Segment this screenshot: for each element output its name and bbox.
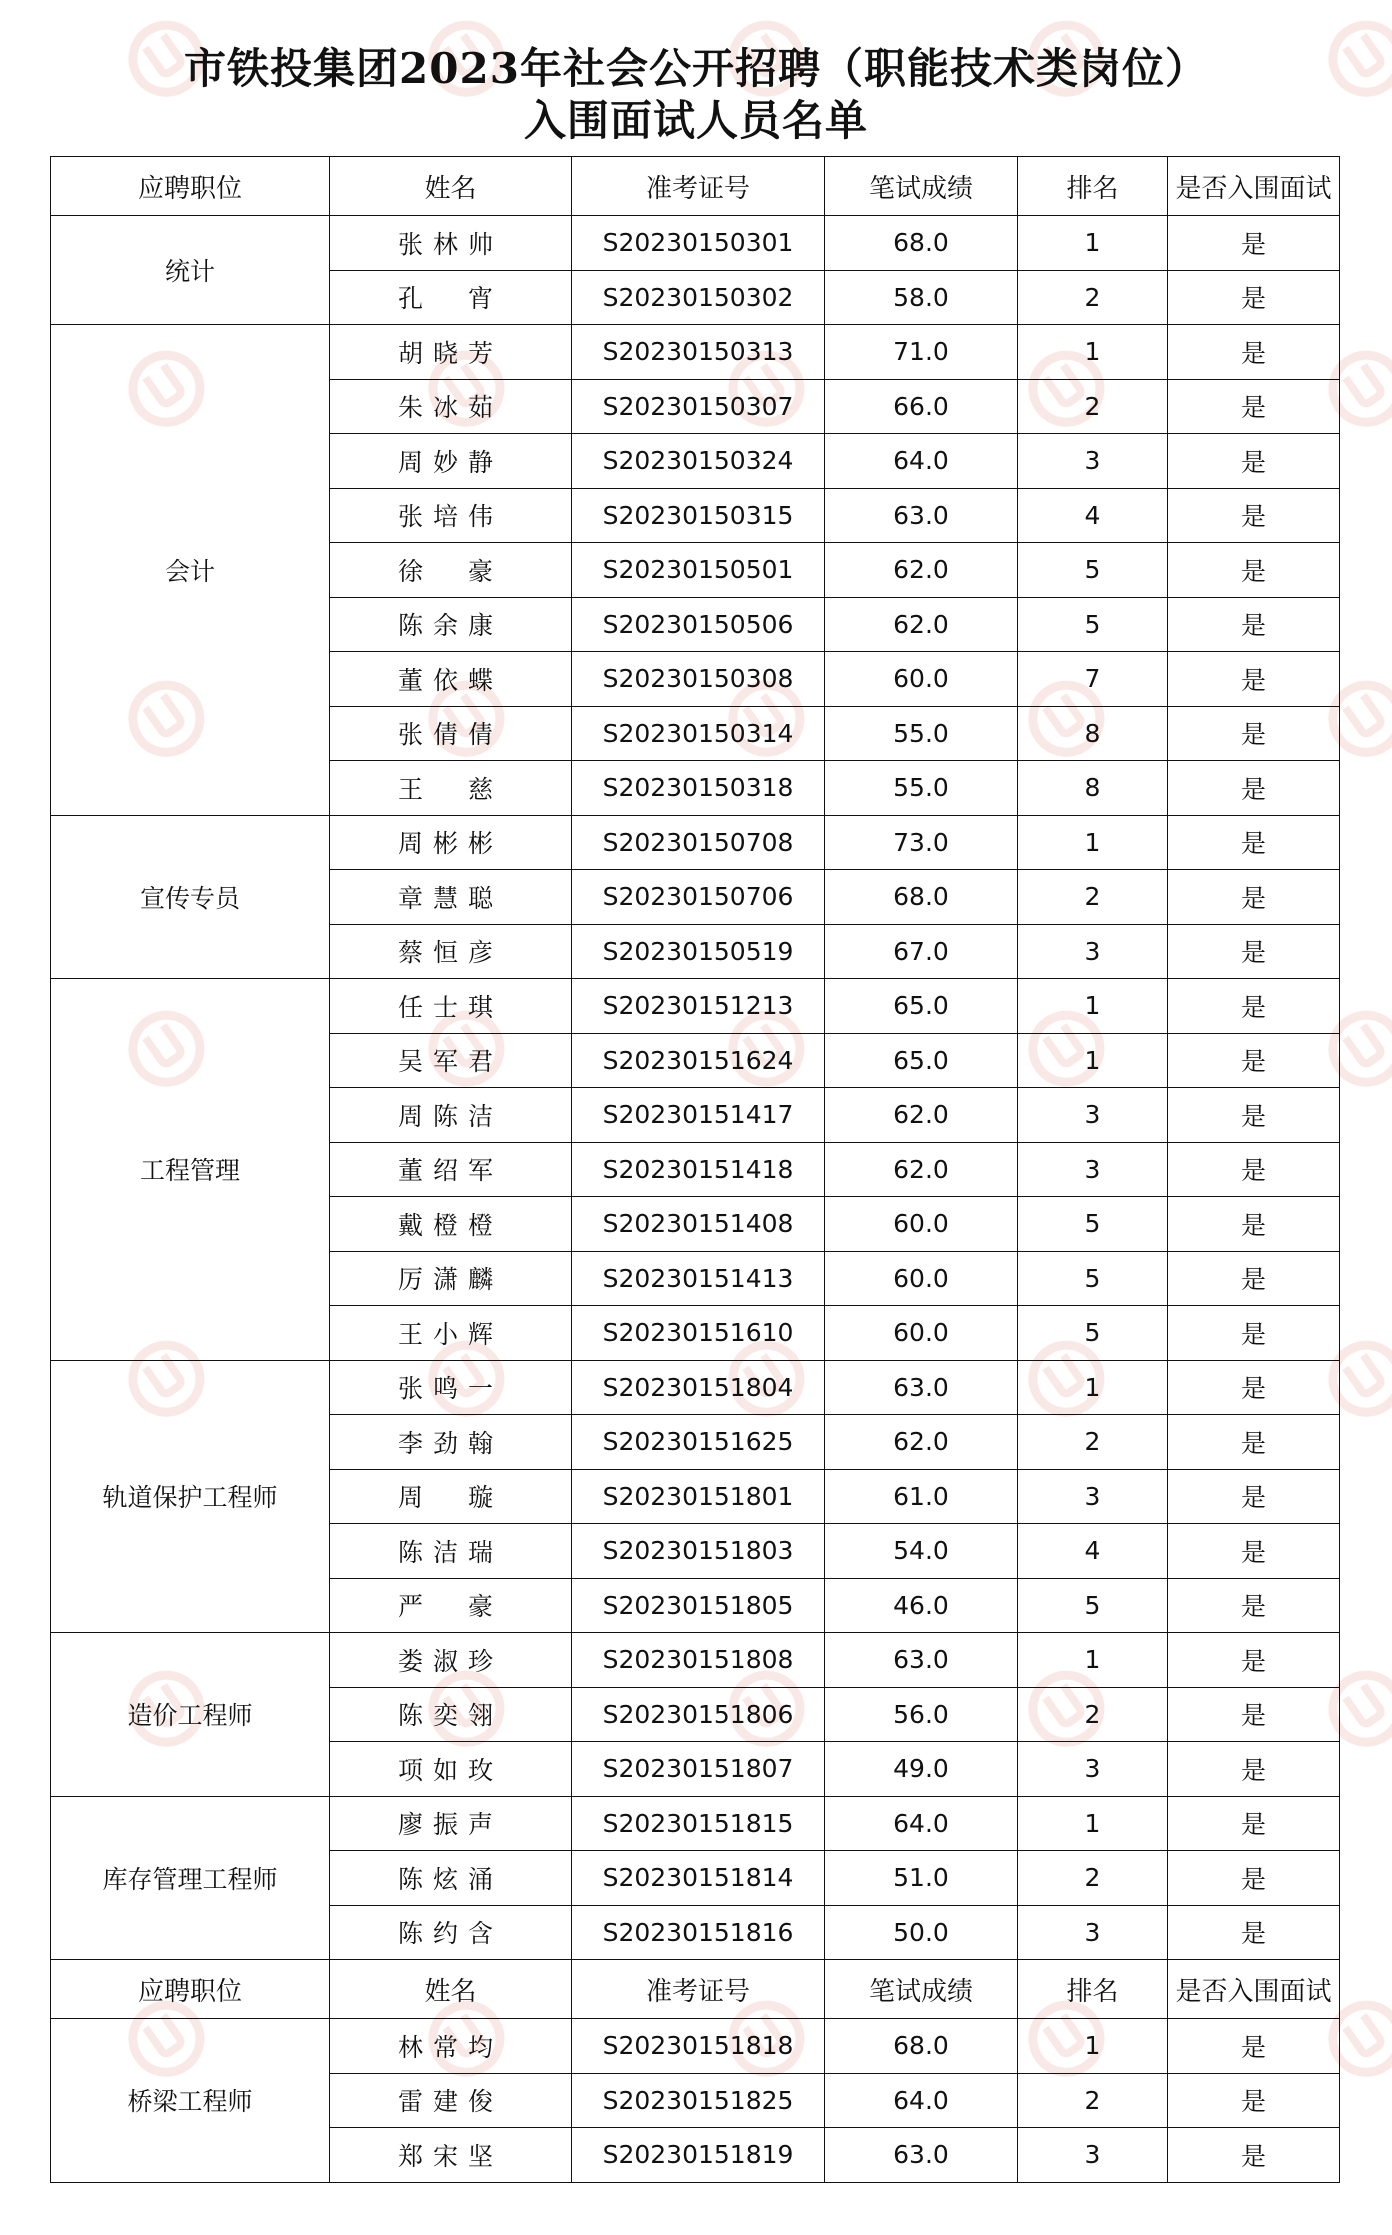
name-cell: 厉潇麟 (330, 1251, 572, 1306)
name-cell: 周彬彬 (330, 815, 572, 870)
exam-id-cell: S20230150313 (572, 325, 825, 380)
name-cell: 王小辉 (330, 1306, 572, 1361)
name-cell: 雷建俊 (330, 2073, 572, 2128)
column-header: 笔试成绩 (825, 157, 1018, 216)
score-cell: 68.0 (825, 216, 1018, 271)
exam-id-cell: S20230151804 (572, 1360, 825, 1415)
exam-id-cell: S20230150302 (572, 270, 825, 325)
name-cell: 张培伟 (330, 488, 572, 543)
score-cell: 60.0 (825, 1306, 1018, 1361)
exam-id-cell: S20230151413 (572, 1251, 825, 1306)
name-cell: 章慧聪 (330, 870, 572, 925)
exam-id-cell: S20230150314 (572, 706, 825, 761)
score-cell: 67.0 (825, 924, 1018, 979)
rank-cell: 2 (1018, 1851, 1168, 1906)
interview-status-cell: 是 (1168, 706, 1340, 761)
score-cell: 62.0 (825, 1415, 1018, 1470)
rank-cell: 5 (1018, 543, 1168, 598)
score-cell: 55.0 (825, 706, 1018, 761)
score-cell: 64.0 (825, 1796, 1018, 1851)
column-header: 是否入围面试 (1168, 1960, 1340, 2019)
score-cell: 62.0 (825, 543, 1018, 598)
column-header: 姓名 (330, 1960, 572, 2019)
score-cell: 51.0 (825, 1851, 1018, 1906)
name-cell: 周 璇 (330, 1469, 572, 1524)
rank-cell: 1 (1018, 1360, 1168, 1415)
rank-cell: 3 (1018, 924, 1168, 979)
interview-status-cell: 是 (1168, 2019, 1340, 2074)
position-cell: 统计 (51, 216, 330, 325)
interview-status-cell: 是 (1168, 1578, 1340, 1633)
exam-id-cell: S20230151418 (572, 1142, 825, 1197)
interview-status-cell: 是 (1168, 2073, 1340, 2128)
name-cell: 陈奕翎 (330, 1687, 572, 1742)
exam-id-cell: S20230150506 (572, 597, 825, 652)
interview-status-cell: 是 (1168, 325, 1340, 380)
name-cell: 王 慈 (330, 761, 572, 816)
position-cell: 轨道保护工程师 (51, 1360, 330, 1633)
score-cell: 61.0 (825, 1469, 1018, 1524)
interview-status-cell: 是 (1168, 216, 1340, 271)
name-cell: 吴军君 (330, 1033, 572, 1088)
interview-status-cell: 是 (1168, 488, 1340, 543)
score-cell: 62.0 (825, 597, 1018, 652)
exam-id-cell: S20230150308 (572, 652, 825, 707)
table-row (51, 2019, 1340, 2074)
interview-status-cell: 是 (1168, 2128, 1340, 2183)
rank-cell: 5 (1018, 597, 1168, 652)
name-cell: 蔡恒彦 (330, 924, 572, 979)
name-cell: 孔 宵 (330, 270, 572, 325)
position-cell: 会计 (51, 325, 330, 816)
score-cell: 64.0 (825, 2073, 1018, 2128)
interview-status-cell: 是 (1168, 1469, 1340, 1524)
name-cell: 周陈洁 (330, 1088, 572, 1143)
name-cell: 娄淑珍 (330, 1633, 572, 1688)
name-cell: 任士琪 (330, 979, 572, 1034)
score-cell: 55.0 (825, 761, 1018, 816)
score-cell: 63.0 (825, 2128, 1018, 2183)
name-cell: 李劲翰 (330, 1415, 572, 1470)
exam-id-cell: S20230151806 (572, 1687, 825, 1742)
page-title: 市铁投集团2023年社会公开招聘（职能技术类岗位） (184, 44, 1208, 93)
table-row (51, 815, 1340, 870)
position-cell: 桥梁工程师 (51, 2019, 330, 2183)
interview-status-cell: 是 (1168, 1905, 1340, 1960)
rank-cell: 5 (1018, 1251, 1168, 1306)
rank-cell: 2 (1018, 2073, 1168, 2128)
score-cell: 62.0 (825, 1142, 1018, 1197)
exam-id-cell: S20230150501 (572, 543, 825, 598)
name-cell: 张鸣一 (330, 1360, 572, 1415)
name-cell: 林常均 (330, 2019, 572, 2074)
name-cell: 廖振声 (330, 1796, 572, 1851)
exam-id-cell: S20230151807 (572, 1742, 825, 1797)
score-cell: 56.0 (825, 1687, 1018, 1742)
name-cell: 张倩倩 (330, 706, 572, 761)
exam-id-cell: S20230150708 (572, 815, 825, 870)
exam-id-cell: S20230150301 (572, 216, 825, 271)
interview-status-cell: 是 (1168, 815, 1340, 870)
interview-status-cell: 是 (1168, 1633, 1340, 1688)
interview-status-cell: 是 (1168, 1687, 1340, 1742)
exam-id-cell: S20230151408 (572, 1197, 825, 1252)
exam-id-cell: S20230151805 (572, 1578, 825, 1633)
exam-id-cell: S20230151815 (572, 1796, 825, 1851)
score-cell: 49.0 (825, 1742, 1018, 1797)
exam-id-cell: S20230151213 (572, 979, 825, 1034)
table-row (51, 216, 1340, 271)
name-cell: 胡晓芳 (330, 325, 572, 380)
interview-status-cell: 是 (1168, 1306, 1340, 1361)
name-cell: 严 豪 (330, 1578, 572, 1633)
name-cell: 陈洁瑞 (330, 1524, 572, 1579)
interview-status-cell: 是 (1168, 870, 1340, 925)
score-cell: 73.0 (825, 815, 1018, 870)
column-header: 姓名 (330, 157, 572, 216)
score-cell: 66.0 (825, 379, 1018, 434)
score-cell: 63.0 (825, 1633, 1018, 1688)
name-cell: 陈约含 (330, 1905, 572, 1960)
interview-status-cell: 是 (1168, 652, 1340, 707)
name-cell: 徐 豪 (330, 543, 572, 598)
exam-id-cell: S20230151808 (572, 1633, 825, 1688)
rank-cell: 4 (1018, 1524, 1168, 1579)
rank-cell: 5 (1018, 1578, 1168, 1633)
rank-cell: 7 (1018, 652, 1168, 707)
exam-id-cell: S20230151825 (572, 2073, 825, 2128)
interview-status-cell: 是 (1168, 270, 1340, 325)
interview-status-cell: 是 (1168, 761, 1340, 816)
rank-cell: 5 (1018, 1197, 1168, 1252)
name-cell: 陈炫涌 (330, 1851, 572, 1906)
rank-cell: 8 (1018, 706, 1168, 761)
name-cell: 周妙静 (330, 434, 572, 489)
interview-status-cell: 是 (1168, 1088, 1340, 1143)
table-row (51, 325, 1340, 380)
page-subtitle: 入围面试人员名单 (523, 96, 868, 145)
rank-cell: 1 (1018, 2019, 1168, 2074)
exam-id-cell: S20230151803 (572, 1524, 825, 1579)
column-header: 应聘职位 (51, 157, 330, 216)
table-row (51, 1796, 1340, 1851)
exam-id-cell: S20230151624 (572, 1033, 825, 1088)
interview-status-cell: 是 (1168, 434, 1340, 489)
rank-cell: 1 (1018, 1796, 1168, 1851)
exam-id-cell: S20230151814 (572, 1851, 825, 1906)
score-cell: 58.0 (825, 270, 1018, 325)
name-cell: 陈余康 (330, 597, 572, 652)
rank-cell: 3 (1018, 1088, 1168, 1143)
rank-cell: 3 (1018, 1905, 1168, 1960)
interview-status-cell: 是 (1168, 1197, 1340, 1252)
rank-cell: 1 (1018, 216, 1168, 271)
exam-id-cell: S20230150315 (572, 488, 825, 543)
column-header: 笔试成绩 (825, 1960, 1018, 2019)
name-cell: 张林帅 (330, 216, 572, 271)
rank-cell: 8 (1018, 761, 1168, 816)
rank-cell: 3 (1018, 2128, 1168, 2183)
exam-id-cell: S20230150706 (572, 870, 825, 925)
table-header-row (51, 157, 1340, 216)
exam-id-cell: S20230151801 (572, 1469, 825, 1524)
interview-status-cell: 是 (1168, 1851, 1340, 1906)
rank-cell: 2 (1018, 270, 1168, 325)
name-cell: 郑宋坚 (330, 2128, 572, 2183)
interview-status-cell: 是 (1168, 379, 1340, 434)
name-cell: 朱冰茹 (330, 379, 572, 434)
exam-id-cell: S20230150318 (572, 761, 825, 816)
interview-status-cell: 是 (1168, 1742, 1340, 1797)
column-header: 准考证号 (572, 1960, 825, 2019)
rank-cell: 4 (1018, 488, 1168, 543)
candidate-table (50, 156, 1340, 2183)
column-header: 是否入围面试 (1168, 157, 1340, 216)
rank-cell: 5 (1018, 1306, 1168, 1361)
name-cell: 董依蝶 (330, 652, 572, 707)
rank-cell: 3 (1018, 1142, 1168, 1197)
rank-cell: 2 (1018, 1687, 1168, 1742)
rank-cell: 3 (1018, 1469, 1168, 1524)
interview-status-cell: 是 (1168, 979, 1340, 1034)
rank-cell: 3 (1018, 434, 1168, 489)
rank-cell: 1 (1018, 325, 1168, 380)
interview-status-cell: 是 (1168, 1142, 1340, 1197)
exam-id-cell: S20230151818 (572, 2019, 825, 2074)
score-cell: 64.0 (825, 434, 1018, 489)
position-cell: 造价工程师 (51, 1633, 330, 1797)
score-cell: 63.0 (825, 488, 1018, 543)
score-cell: 71.0 (825, 325, 1018, 380)
score-cell: 65.0 (825, 1033, 1018, 1088)
table-row (51, 979, 1340, 1034)
rank-cell: 1 (1018, 1033, 1168, 1088)
interview-status-cell: 是 (1168, 924, 1340, 979)
interview-status-cell: 是 (1168, 1033, 1340, 1088)
score-cell: 60.0 (825, 1197, 1018, 1252)
interview-status-cell: 是 (1168, 1796, 1340, 1851)
interview-status-cell: 是 (1168, 1524, 1340, 1579)
interview-status-cell: 是 (1168, 1251, 1340, 1306)
score-cell: 62.0 (825, 1088, 1018, 1143)
rank-cell: 1 (1018, 979, 1168, 1034)
table-row (51, 1360, 1340, 1415)
column-header: 准考证号 (572, 157, 825, 216)
rank-cell: 1 (1018, 1633, 1168, 1688)
interview-status-cell: 是 (1168, 1415, 1340, 1470)
exam-id-cell: S20230150519 (572, 924, 825, 979)
position-cell: 宣传专员 (51, 815, 330, 979)
rank-cell: 2 (1018, 870, 1168, 925)
interview-status-cell: 是 (1168, 597, 1340, 652)
score-cell: 60.0 (825, 652, 1018, 707)
name-cell: 项如玫 (330, 1742, 572, 1797)
score-cell: 50.0 (825, 1905, 1018, 1960)
exam-id-cell: S20230151819 (572, 2128, 825, 2183)
score-cell: 63.0 (825, 1360, 1018, 1415)
exam-id-cell: S20230151625 (572, 1415, 825, 1470)
name-cell: 董绍军 (330, 1142, 572, 1197)
rank-cell: 1 (1018, 815, 1168, 870)
interview-status-cell: 是 (1168, 1360, 1340, 1415)
rank-cell: 2 (1018, 379, 1168, 434)
rank-cell: 3 (1018, 1742, 1168, 1797)
score-cell: 54.0 (825, 1524, 1018, 1579)
score-cell: 68.0 (825, 870, 1018, 925)
exam-id-cell: S20230151610 (572, 1306, 825, 1361)
score-cell: 60.0 (825, 1251, 1018, 1306)
column-header: 排名 (1018, 157, 1168, 216)
score-cell: 65.0 (825, 979, 1018, 1034)
table-row (51, 1633, 1340, 1688)
position-cell: 工程管理 (51, 979, 330, 1361)
position-cell: 库存管理工程师 (51, 1796, 330, 1960)
rank-cell: 2 (1018, 1415, 1168, 1470)
exam-id-cell: S20230151417 (572, 1088, 825, 1143)
column-header: 排名 (1018, 1960, 1168, 2019)
name-cell: 戴橙橙 (330, 1197, 572, 1252)
exam-id-cell: S20230150307 (572, 379, 825, 434)
exam-id-cell: S20230151816 (572, 1905, 825, 1960)
exam-id-cell: S20230150324 (572, 434, 825, 489)
score-cell: 68.0 (825, 2019, 1018, 2074)
interview-status-cell: 是 (1168, 543, 1340, 598)
column-header: 应聘职位 (51, 1960, 330, 2019)
table-header-row (51, 1960, 1340, 2019)
score-cell: 46.0 (825, 1578, 1018, 1633)
